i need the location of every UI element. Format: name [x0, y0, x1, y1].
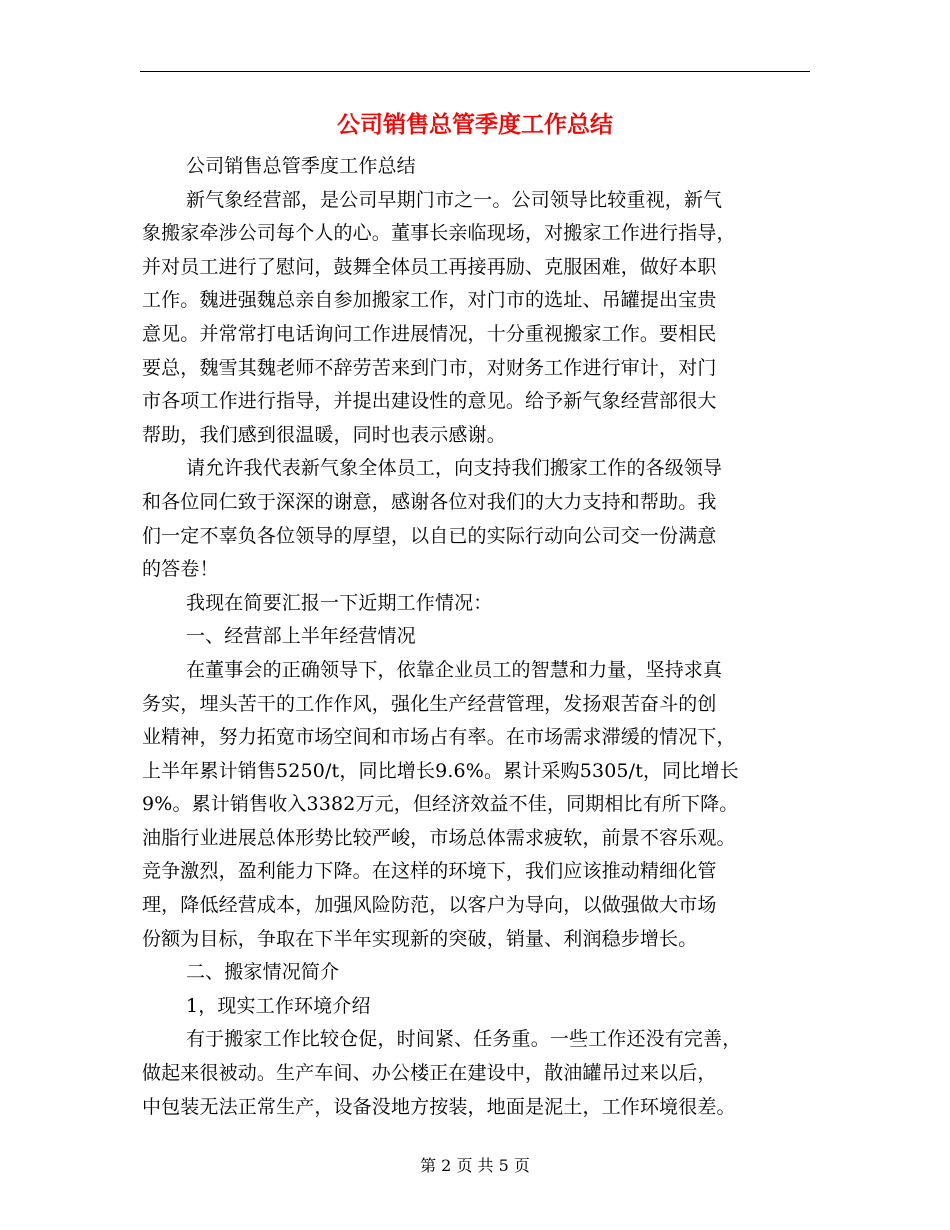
text-line: 一、经营部上半年经营情况 — [186, 625, 416, 648]
text-line: 理，降低经营成本，加强风险防范，以客户为导向，以做强做大市场 — [142, 894, 717, 917]
text-line: 在董事会的正确领导下，依靠企业员工的智慧和力量，坚持求真 — [186, 658, 723, 681]
text-line: 二、搬家情况简介 — [186, 961, 340, 984]
page-footer: 第 2 页 共 5 页 — [420, 1156, 530, 1175]
text-line: 新气象经营部，是公司早期门市之一。公司领导比较重视，新气 — [186, 188, 723, 211]
text-line: 并对员工进行了慰问，鼓舞全体员工再接再励、克服困难，做好本职 — [142, 255, 717, 278]
text-line: 中包装无法正常生产，设备没地方按装，地面是泥土，工作环境很差。 — [142, 1095, 736, 1118]
paragraph — [142, 184, 810, 453]
paragraph — [142, 150, 810, 184]
text-line: 我现在简要汇报一下近期工作情况： — [186, 591, 493, 614]
paragraph — [142, 587, 810, 621]
text-line: 们一定不辜负各位领导的厚望，以自已的实际行动向公司交一份满意 — [142, 524, 717, 547]
text-line: 9%。累计销售收入3382万元，但经济效益不佳，同期相比有所下降。 — [142, 793, 739, 816]
text-line: 市各项工作进行指导，并提出建设性的意见。给予新气象经营部很大 — [142, 390, 717, 413]
paragraph — [142, 654, 810, 956]
text-line: 有于搬家工作比较仓促，时间紧、任务重。一些工作还没有完善， — [186, 1028, 742, 1051]
text-line: 业精神，努力拓宽市场空间和市场占有率。在市场需求滞缓的情况下， — [142, 726, 736, 749]
text-line: 帮助，我们感到很温暖，同时也表示感谢。 — [142, 423, 506, 446]
text-line: 份额为目标，争取在下半年实现新的突破，销量、利润稳步增长。 — [142, 927, 698, 950]
text-line: 的答卷！ — [142, 558, 219, 581]
paragraph — [142, 956, 810, 990]
paragraph — [142, 620, 810, 654]
text-line: 务实，埋头苦干的工作作风，强化生产经营管理，发扬艰苦奋斗的创 — [142, 692, 717, 715]
header-rule — [140, 71, 810, 72]
text-line: 做起来很被动。生产车间、办公楼正在建设中，散油罐吊过来以后， — [142, 1062, 717, 1085]
document-title: 公司销售总管季度工作总结 — [337, 111, 613, 138]
text-line: 要总，魏雪其魏老师不辞劳苦来到门市，对财务工作进行审计，对门 — [142, 356, 717, 379]
text-line: 工作。魏进强魏总亲自参加搬家工作，对门市的选址、吊罐提出宝贵 — [142, 289, 717, 312]
paragraph — [142, 990, 810, 1024]
text-line: 1，现实工作环境介绍 — [186, 994, 371, 1017]
document-body — [142, 150, 810, 1124]
text-line: 竞争激烈，盈利能力下降。在这样的环境下，我们应该推动精细化管 — [142, 860, 717, 883]
text-line: 象搬家牵涉公司每个人的心。董事长亲临现场，对搬家工作进行指导， — [142, 222, 736, 245]
text-line: 油脂行业进展总体形势比较严峻，市场总体需求疲软，前景不容乐观。 — [142, 826, 736, 849]
text-line: 公司销售总管季度工作总结 — [186, 155, 416, 177]
text-line: 请允许我代表新气象全体员工，向支持我们搬家工作的各级领导 — [186, 457, 723, 480]
text-line: 上半年累计销售5250/t，同比增长9.6%。累计采购5305/t，同比增长 — [142, 759, 739, 782]
paragraph — [142, 452, 810, 586]
text-line: 和各位同仁致于深深的谢意，感谢各位对我们的大力支持和帮助。我 — [142, 490, 717, 513]
paragraph — [142, 1023, 810, 1124]
text-line: 意见。并常常打电话询问工作进展情况，十分重视搬家工作。要相民 — [142, 322, 717, 345]
